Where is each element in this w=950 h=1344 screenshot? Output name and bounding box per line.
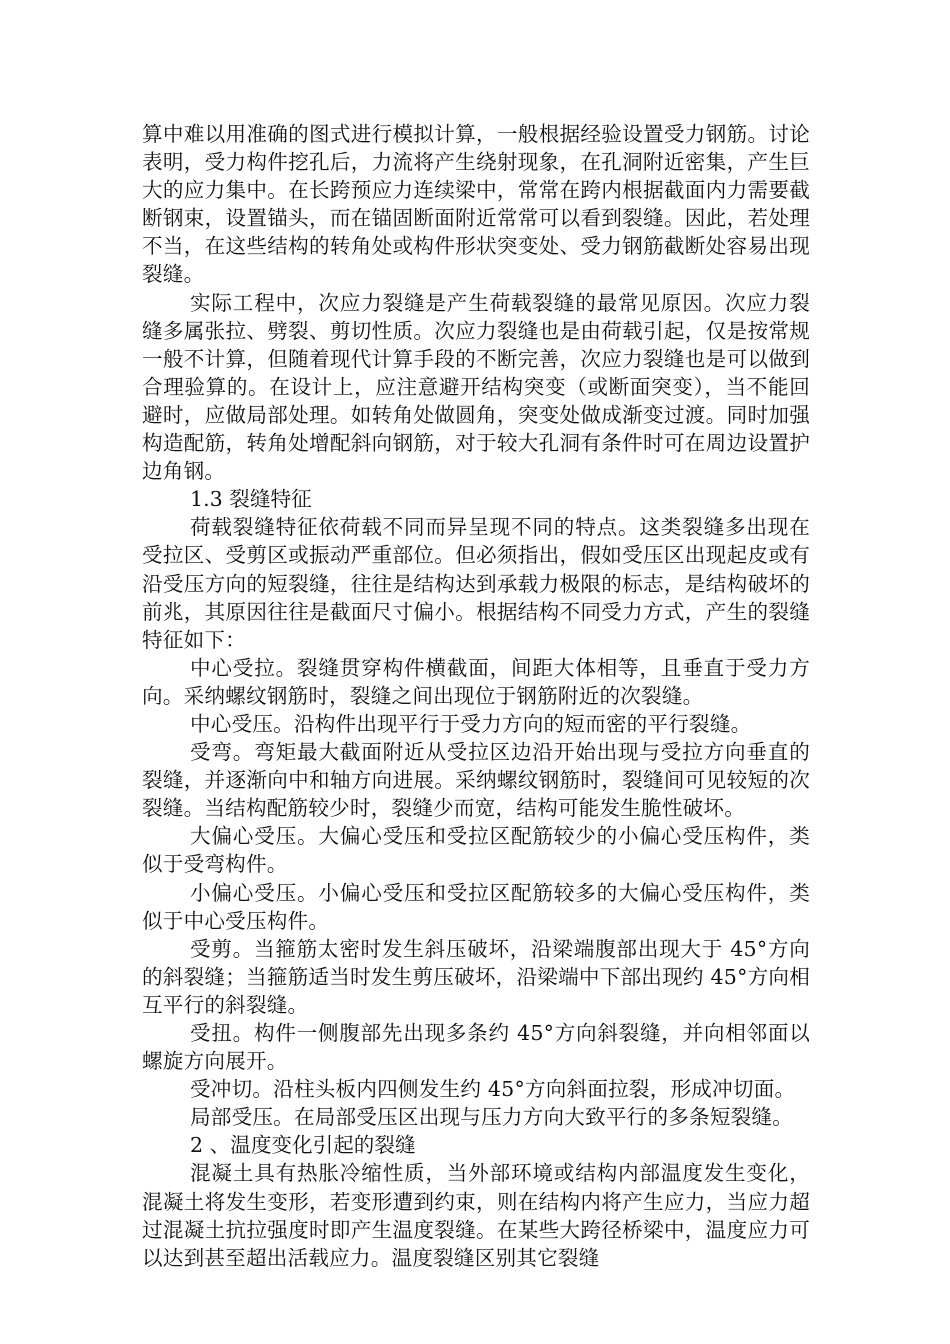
paragraph-2: 实际工程中，次应力裂缝是产生荷载裂缝的最常见原因。次应力裂缝多属张拉、劈裂、剪切性质。次应力裂缝也是由荷载引起，仅是按常规一般不计算，但随着现代计算手段的不断完善，次应力裂缝也是可以做到合理验算的。在设计上，应注意避开结构突变（或断面突变），当不能回避时，应做局部处理。如转角处做圆角，突变处做成渐变过渡。同时加强构造配筋，转角处增配斜向钢筋，对于较大孔洞有条件时可在周边设置护边角钢。 (142, 290, 810, 484)
paragraph-torsion: 受扭。构件一侧腹部先出现多条约 45°方向斜裂缝，并向相邻面以螺旋方向展开。 (142, 1021, 810, 1074)
paragraph-shear: 受剪。当箍筋太密时发生斜压破坏，沿梁端腹部出现大于 45°方向的斜裂缝；当箍筋适当时发生剪压破坏，沿梁端中下部出现约 45°方向相互平行的斜裂缝。 (142, 936, 810, 1017)
paragraph-3: 荷载裂缝特征依荷载不同而异呈现不同的特点。这类裂缝多出现在受拉区、受剪区或振动严重部位。但必须指出，假如受压区出现起皮或有沿受压方向的短裂缝，往往是结构达到承载力极限的标志，是结构破坏的前兆，其原因往往是截面尺寸偏小。根据结构不同受力方式，产生的裂缝特征如下： (142, 515, 810, 652)
section-heading-1-3: 1.3 裂缝特征 (190, 487, 312, 512)
paragraph-large-eccentric: 大偏心受压。大偏心受压和受拉区配筋较少的小偏心受压构件，类似于受弯构件。 (142, 824, 810, 877)
paragraph-bending: 受弯。弯矩最大截面附近从受拉区边沿开始出现与受拉方向垂直的裂缝，并逐渐向中和轴方向进展。采纳螺纹钢筋时，裂缝间可见较短的次裂缝。当结构配筋较少时，裂缝少而宽，结构可能发生脆性破坏。 (142, 740, 810, 821)
paragraph-central-tension: 中心受拉。裂缝贯穿构件横截面，间距大体相等，且垂直于受力方向。采纳螺纹钢筋时，裂缝之间出现位于钢筋附近的次裂缝。 (142, 655, 810, 708)
paragraph-central-compression: 中心受压。沿构件出现平行于受力方向的短而密的平行裂缝。 (190, 711, 752, 736)
paragraph-local-compression: 局部受压。在局部受压区出现与压力方向大致平行的多条短裂缝。 (190, 1105, 794, 1130)
section-heading-2: 2 、温度变化引起的裂缝 (190, 1133, 416, 1158)
paragraph-small-eccentric: 小偏心受压。小偏心受压和受拉区配筋较多的大偏心受压构件，类似于中心受压构件。 (142, 880, 810, 933)
paragraph-temperature: 混凝土具有热胀冷缩性质，当外部环境或结构内部温度发生变化，混凝土将发生变形，若变形遭到约束，则在结构内将产生应力，当应力超过混凝土抗拉强度时即产生温度裂缝。在某些大跨径桥梁中，温度应力可以达到甚至超出活载应力。温度裂缝区别其它裂缝 (142, 1161, 810, 1270)
document-page (142, 120, 810, 1272)
paragraph-punching: 受冲切。沿柱头板内四侧发生约 45°方向斜面拉裂，形成冲切面。 (190, 1077, 796, 1102)
paragraph-1: 算中难以用准确的图式进行模拟计算，一般根据经验设置受力钢筋。讨论表明，受力构件挖孔后，力流将产生绕射现象，在孔洞附近密集，产生巨大的应力集中。在长跨预应力连续梁中，常常在跨内根据截面内力需要截断钢束，设置锚头，而在锚固断面附近常常可以看到裂缝。因此，若处理不当，在这些结构的转角处或构件形状突变处、受力钢筋截断处容易出现裂缝。 (142, 122, 810, 287)
